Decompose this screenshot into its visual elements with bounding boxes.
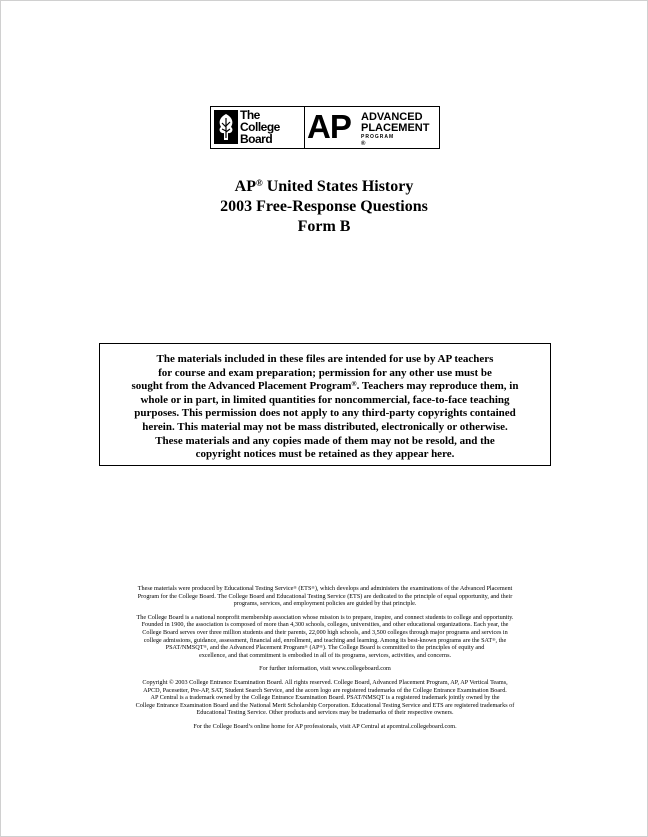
footer-ap-central: For the College Board’s online home for AP professionals, visit AP Central at apcentral.collegeboard.com. bbox=[193, 722, 457, 730]
footer-text: APCD, Pacesetter, Pre-AP, SAT, Student Search Service, and the acorn logo are registered trademarks of the College Entrance Examination Board. bbox=[143, 686, 507, 694]
logo-text-college: College bbox=[240, 120, 280, 134]
footer-paragraph-college-board bbox=[97, 614, 553, 660]
registered-mark: ® bbox=[203, 644, 207, 650]
footer-paragraph-copyright bbox=[97, 679, 553, 717]
college-board-logo bbox=[211, 107, 303, 148]
footer-text: Program for the College Board. The College Board and Educational Testing Service (ETS) are dedicated to the principle of equal opportunity, and their bbox=[137, 592, 513, 600]
title-subject: United States History bbox=[262, 178, 414, 195]
footer-text: programs, services, and employment policies are guided by that principle. bbox=[233, 600, 417, 608]
footer-text: excellence, and that commitment is embodied in all of its programs, services, activities, and concerns. bbox=[198, 651, 452, 659]
acorn-tree-icon bbox=[214, 110, 238, 144]
footer-text: (AP bbox=[307, 644, 320, 652]
footer-text: Copyright © 2003 College Entrance Examination Board. All rights reserved. College Board, Advanced Placement Program, AP, AP Vertical Teams, bbox=[142, 678, 508, 686]
title-line-2: 2003 Free-Response Questions bbox=[220, 198, 428, 215]
footer-further-info: For further information, visit www.collegeboard.com bbox=[259, 665, 391, 673]
registered-mark: ® bbox=[311, 585, 315, 590]
footer-text: ), which develops and administers the examinations of the Advanced Placement bbox=[314, 585, 513, 592]
logo-advanced-placement bbox=[361, 112, 429, 148]
footer-text: ). The College Board is committed to the principles of equity and bbox=[322, 644, 485, 652]
footer-text: AP Central is a trademark owned by the College Entrance Examination Board. PSAT/NMSQT is a registered trademark jointly owned by the bbox=[150, 694, 500, 702]
footer-paragraph-ets bbox=[97, 585, 553, 608]
footer-legal-text bbox=[97, 585, 553, 737]
title-line-3: Form B bbox=[297, 218, 351, 235]
registered-mark: ® bbox=[255, 178, 263, 188]
permission-notice-box bbox=[99, 343, 551, 466]
notice-line: copyright notices must be retained as they appear here. bbox=[195, 448, 455, 461]
notice-line: for course and exam preparation; permission for any other use must be bbox=[158, 366, 492, 379]
notice-line: purposes. This permission does not apply to any third-party copyrights contained bbox=[134, 407, 516, 420]
notice-line: These materials and any copies made of them may not be resold, and the bbox=[155, 434, 495, 447]
registered-mark: ® bbox=[361, 141, 367, 147]
footer-text: , and the Advanced Placement Program bbox=[206, 644, 305, 652]
footer-text: Educational Testing Service. Other products and services may be trademarks of their respective owners. bbox=[196, 709, 454, 717]
registered-mark: ® bbox=[293, 585, 297, 590]
logo-text-the: The bbox=[240, 108, 260, 122]
footer-text: college admissions, guidance, assessment, financial aid, enrollment, and teaching and learning. Among its best-known programs are the SAT bbox=[143, 636, 493, 644]
title-ap: AP bbox=[234, 178, 256, 195]
footer-text: These materials were produced by Educational Testing Service bbox=[137, 585, 294, 592]
notice-line: sought from the Advanced Placement Program bbox=[131, 380, 352, 393]
notice-line: The materials included in these files are intended for use by AP teachers bbox=[156, 353, 494, 365]
footer-text: (ETS bbox=[296, 585, 312, 592]
registered-mark: ® bbox=[492, 636, 496, 642]
footer-text: , the bbox=[495, 636, 507, 644]
college-board-ap-logo bbox=[210, 106, 440, 149]
logo-text-advanced: ADVANCED bbox=[361, 111, 423, 123]
registered-mark: ® bbox=[319, 644, 323, 650]
footer-text: College Entrance Examination Board and the National Merit Scholarship Corporation. Educational Testing Service and ETS are registered trademarks of bbox=[135, 701, 515, 709]
registered-mark: ® bbox=[304, 644, 308, 650]
footer-text: College Board serves over three million students and their parents, 22,000 high schools, and 3,500 colleges through major programs and services in bbox=[142, 628, 508, 636]
notice-line: . Teachers may reproduce them, in bbox=[356, 380, 519, 393]
logo-ap: AP bbox=[307, 108, 351, 145]
registered-mark: ® bbox=[351, 380, 357, 389]
logo-text-board: Board bbox=[240, 132, 273, 146]
logo-text-placement: PLACEMENT bbox=[361, 122, 430, 134]
logo-divider bbox=[304, 107, 305, 148]
footer-text: PSAT/NMSQT bbox=[165, 644, 204, 652]
footer-text: The College Board is a national nonprofit membership association whose mission is to prepare, inspire, and connect students to college and opportunity. bbox=[136, 613, 514, 621]
document-title bbox=[1, 177, 647, 237]
footer-text: Founded in 1900, the association is composed of more than 4,300 schools, colleges, universities, and other educational organizations. Each year, the bbox=[141, 621, 509, 629]
notice-line: herein. This material may not be mass distributed, electronically or otherwise. bbox=[142, 420, 508, 433]
logo-text-program: PROGRAM bbox=[361, 134, 395, 140]
notice-line: whole or in part, in limited quantities for noncommercial, face-to-face teaching bbox=[140, 393, 510, 406]
